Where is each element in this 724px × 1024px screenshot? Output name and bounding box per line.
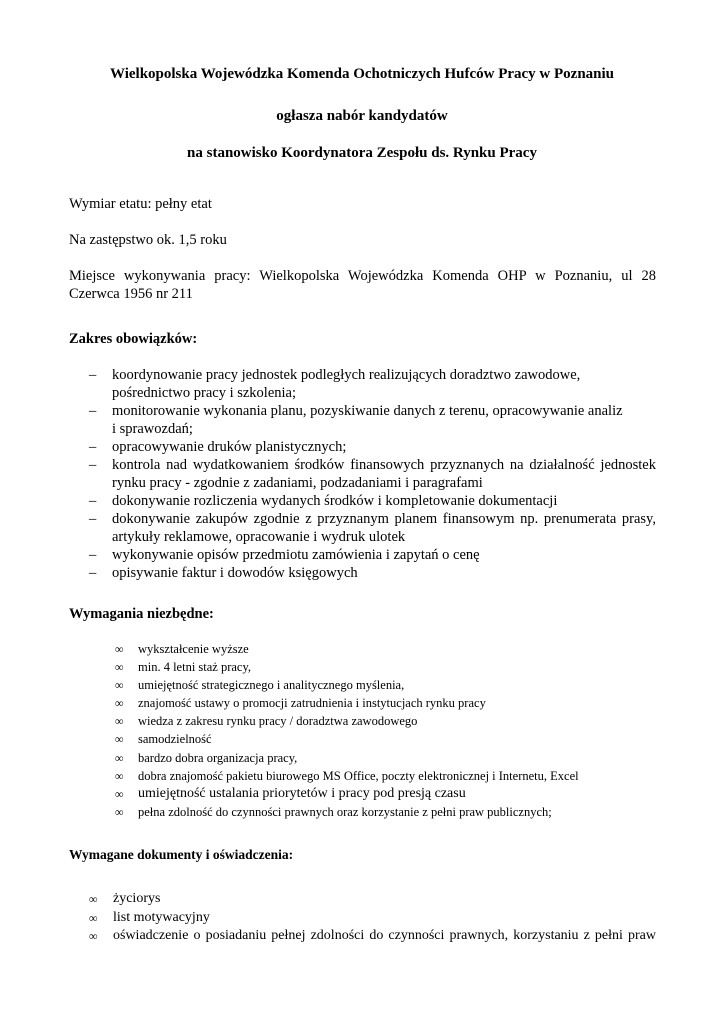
dash-bullet: – bbox=[89, 439, 97, 455]
requirements-heading: Wymagania niezbędne: bbox=[69, 606, 214, 622]
dash-bullet: – bbox=[89, 547, 97, 563]
infinity-bullet: ∞ bbox=[89, 910, 98, 925]
infinity-bullet: ∞ bbox=[89, 929, 98, 943]
list-item: ∞ znajomość ustawy o promocji zatrudnienia i instytucjach rynku pracy bbox=[115, 696, 486, 711]
duties-heading: Zakres obowiązków: bbox=[69, 331, 198, 347]
infinity-bullet: ∞ bbox=[115, 768, 124, 783]
list-item: – koordynowanie pracy jednostek podległych realizujących doradztwo zawodowe, pośrednictwo pracy i szkolenia; bbox=[89, 367, 581, 401]
list-item: – wykonywanie opisów przedmiotu zamówienia i zapytań o cenę bbox=[89, 547, 480, 563]
list-item: ∞ list motywacyjny bbox=[89, 909, 210, 925]
infinity-bullet: ∞ bbox=[115, 678, 124, 693]
list-item: – kontrola nad wydatkowaniem środków finansowych przyznanych na działalność jednostek rynku pracy - zgodnie z zadaniami, podzadaniami i paragrafami bbox=[89, 457, 656, 491]
list-item: – dokonywanie zakupów zgodnie z przyznanym planem finansowym np. prenumerata prasy, artykuły reklamowe, opracowanie i wydruk ulotek bbox=[89, 511, 656, 545]
dash-bullet: – bbox=[89, 493, 97, 509]
list-item: ∞ wykształcenie wyższe bbox=[115, 642, 249, 656]
list-item: ∞ min. 4 letni staż pracy, bbox=[115, 660, 252, 675]
duties-list bbox=[89, 366, 656, 582]
infinity-bullet: ∞ bbox=[115, 732, 124, 747]
list-item: ∞ wiedza z zakresu rynku pracy / doradztwa zawodowego bbox=[115, 714, 418, 729]
list-item: ∞ samodzielność bbox=[115, 732, 212, 747]
organization-title: Wielkopolska Wojewódzka Komenda Ochotniczych Hufców Pracy w Poznaniu bbox=[109, 66, 615, 82]
dash-bullet: – bbox=[89, 367, 97, 383]
dash-bullet: – bbox=[89, 511, 97, 527]
list-item: ∞ życiorys bbox=[89, 891, 161, 906]
dash-bullet: – bbox=[89, 457, 97, 473]
infinity-bullet: ∞ bbox=[115, 786, 124, 801]
replacement-duration: Na zastępstwo ok. 1,5 roku bbox=[69, 232, 227, 248]
list-item: – opracowywanie druków planistycznych; bbox=[89, 439, 347, 455]
work-location-line-1: Miejsce wykonywania pracy: Wielkopolska Wojewódzka Komenda OHP w Poznaniu, ul 28 bbox=[69, 268, 656, 284]
work-location bbox=[69, 267, 656, 303]
position-title: na stanowisko Koordynatora Zespołu ds. Rynku Pracy bbox=[187, 145, 537, 161]
documents-list bbox=[89, 890, 656, 946]
list-item: ∞ umiejętność strategicznego i analitycznego myślenia, bbox=[115, 678, 405, 693]
requirements-list bbox=[115, 640, 675, 821]
documents-heading: Wymagane dokumenty i oświadczenia: bbox=[69, 847, 294, 862]
work-location-line-2: Czerwca 1956 nr 211 bbox=[69, 286, 193, 302]
infinity-bullet: ∞ bbox=[115, 714, 124, 729]
list-item: – opisywanie faktur i dowodów księgowych bbox=[89, 565, 358, 581]
list-item: ∞ oświadczenie o posiadaniu pełnej zdolności do czynności prawnych, korzystaniu z pełni praw bbox=[89, 928, 656, 943]
infinity-bullet: ∞ bbox=[115, 804, 124, 819]
list-item: ∞ dobra znajomość pakietu biurowego MS Office, poczty elektronicznej i Internetu, Excel bbox=[115, 768, 579, 783]
employment-type: Wymiar etatu: pełny etat bbox=[69, 196, 212, 212]
infinity-bullet: ∞ bbox=[115, 660, 124, 675]
announcement-subtitle: ogłasza nabór kandydatów bbox=[276, 108, 448, 124]
list-item: ∞ umiejętność ustalania priorytetów i pracy pod presją czasu bbox=[115, 785, 466, 801]
list-item: ∞ pełna zdolność do czynności prawnych oraz korzystanie z pełni praw publicznych; bbox=[115, 804, 552, 819]
list-item: – dokonywanie rozliczenia wydanych środków i kompletowanie dokumentacji bbox=[89, 493, 558, 509]
infinity-bullet: ∞ bbox=[89, 892, 98, 906]
infinity-bullet: ∞ bbox=[115, 750, 124, 765]
list-item: ∞ bardzo dobra organizacja pracy, bbox=[115, 750, 298, 765]
list-item: – monitorowanie wykonania planu, pozyskiwanie danych z terenu, opracowywanie analiz i sprawozdań; bbox=[89, 403, 623, 437]
infinity-bullet: ∞ bbox=[115, 696, 124, 711]
dash-bullet: – bbox=[89, 403, 97, 419]
infinity-bullet: ∞ bbox=[115, 642, 124, 656]
dash-bullet: – bbox=[89, 565, 97, 581]
